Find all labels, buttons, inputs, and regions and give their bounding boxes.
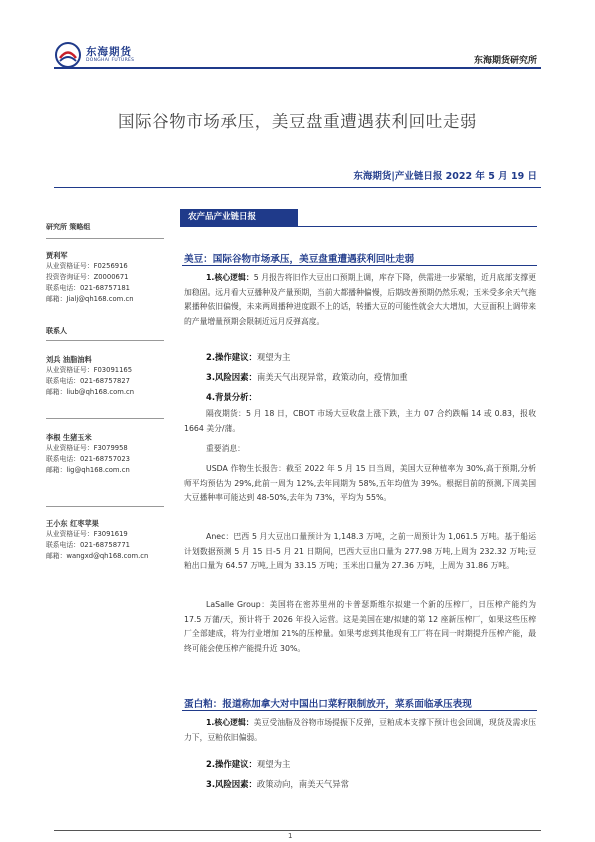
logic-label: 1.核心逻辑： — [206, 273, 254, 282]
section-divider — [180, 226, 537, 227]
analyst-line: 联系电话：021-68757181 — [46, 284, 131, 292]
contact-line: 从业资格证号：F3091619 — [46, 530, 128, 538]
sidebar-divider — [46, 418, 164, 419]
logic-text: 美豆受油脂及谷物市场提振下反弹，豆粕成本支撑下预计也会回调，现货及需求压力下，豆粕依旧偏弱。 — [184, 718, 536, 742]
institute-name: 东海期货研究所 — [473, 56, 537, 66]
meal-headline: 蛋白粕：报道称加拿大对中国出口菜籽限制放开，菜系面临承压表现 — [184, 699, 472, 710]
contact-line: 联系电话：021-68757827 — [46, 377, 131, 385]
soy-headline: 美豆：国际谷物市场承压，美豆盘重遭遇获利回吐走弱 — [184, 254, 415, 265]
analyst-line: 投资咨询证号：Z0000671 — [46, 273, 129, 281]
soy-advice — [206, 351, 290, 363]
soy-news-lasalle: LaSalle Group：美国将在密苏里州的卡普瑟斯维尔拟建一个新的压榨厂，日压榨产能约为 17.5 万蒲/天，预计将于 2026 年投入运营。这是美国在建/拟建的第 12 座新压榨厂，如果这些压榨厂全部建成，将为行业增加 21%的压榨量。如果考虑到其他现有工厂将在同一时期提升压榨产能，最终可能会使压榨产能提升近 30%。 — [184, 600, 536, 653]
contact-name: 李根 生猪玉米 — [46, 433, 92, 442]
contact-email[interactable]: 邮箱：liub@qh168.com.cn — [46, 388, 135, 396]
sidebar-analyst — [46, 250, 164, 305]
contact-email[interactable]: 邮箱：lig@qh168.com.cn — [46, 466, 130, 474]
background-label: 4.背景分析： — [206, 392, 257, 402]
soy-news-label: 重要消息： — [206, 444, 245, 453]
sidebar-contact — [46, 432, 164, 476]
soy-core-logic — [184, 271, 536, 329]
soy-news-usda: USDA 作物生长报告：截至 2022 年 5 月 15 日当周，美国大豆种植率为 30%,高于预期,分析师平均预估为 29%,此前一周为 12%,去年同期为 58%,五年均值为 39%。根据目前的预测,下周美国大豆播种率可能达到 48-50%,去年为 73%，平均为 55%。 — [184, 464, 536, 502]
meal-core-logic — [184, 716, 536, 745]
soy-news-anec: Anec：巴西 5 月大豆出口量预计为 1,148.3 万吨，之前一周预计为 1,061.5 万吨。基于船运计划数据预测 5 月 15 日-5 月 21 日期间，巴西大豆出口量为 277.98 万吨,上周为 232.32 万吨;豆粕出口量为 64.57 万吨,上周为 33.15 万吨；玉米出口量为 27.36 万吨，上周为 31.86 万吨。 — [184, 532, 536, 570]
contact-line: 从业资格证号：F3079958 — [46, 444, 128, 452]
logic-text: 5 月报告将旧作大豆出口预期上调，库存下降，供需进一步紧缩，近月底部支撑更加稳固。远月看大豆播种及产量预期，当前大都播种偏慢，后期改善预期仍然乐观；玉米受多余天气拖累播种依旧偏慢，未来两周播种进度跟不上的话，转播大豆的可能性就会大大增加，大豆面积上调带来的产量增量预期会限制近远月反弹高度。 — [184, 273, 537, 326]
risk-label: 3.风险因素： — [206, 779, 257, 789]
sidebar-divider — [46, 506, 164, 507]
donghai-logo-icon — [54, 41, 82, 69]
soy-background — [206, 391, 257, 403]
risk-label: 3.风险因素： — [206, 372, 257, 382]
logo-chinese: 东海期货 — [86, 45, 132, 58]
advice-label: 2.操作建议： — [206, 759, 257, 769]
logic-label: 1.核心逻辑： — [206, 718, 254, 727]
footer-divider — [54, 830, 541, 831]
advice-text: 观望为主 — [256, 352, 291, 362]
sidebar-divider — [46, 340, 164, 341]
contact-name: 王小东 红枣苹果 — [46, 519, 99, 528]
soy-background-text: 隔夜期货：5 月 18 日，CBOT 市场大豆收盘上涨下跌，主力 07 合约跌幅 14 或 0.83，报收 1664 美分/蒲。 — [184, 409, 536, 433]
analyst-email[interactable]: 邮箱：Jialj@qh168.com.cn — [46, 295, 134, 303]
headline-underline — [182, 710, 537, 711]
header-divider — [54, 67, 541, 69]
soy-risk — [206, 371, 408, 383]
analyst-name: 贾利军 — [46, 251, 68, 260]
contact-line: 从业资格证号：F03091165 — [46, 366, 133, 374]
sidebar-divider — [46, 238, 164, 239]
report-date-line: 东海期货|产业链日报 2022 年 5 月 19 日 — [353, 171, 537, 182]
meal-advice — [206, 758, 290, 770]
date-divider — [54, 187, 541, 188]
risk-text: 政策动向，南美天气异常 — [256, 779, 350, 789]
risk-text: 南美天气出现异常，政策动向，疫情加重 — [256, 372, 408, 382]
page-number: 1 — [288, 832, 293, 840]
sidebar-contact — [46, 354, 164, 398]
contact-name: 刘兵 油脂油料 — [46, 355, 92, 364]
contacts-label: 联系人 — [46, 327, 67, 335]
headline-underline — [182, 265, 537, 266]
contact-line: 联系电话：021-68758771 — [46, 541, 131, 549]
contact-line: 联系电话：021-68757023 — [46, 455, 131, 463]
logo-english: DONGHAI FUTURES — [86, 58, 135, 63]
meal-risk — [206, 778, 349, 790]
advice-text: 观望为主 — [256, 759, 291, 769]
section-tag: 农产品产业链日报 — [180, 209, 298, 226]
company-logo — [54, 41, 134, 69]
sidebar-contact — [46, 518, 164, 562]
document-title: 国际谷物市场承压，美豆盘重遭遇获利回吐走弱 — [117, 112, 478, 131]
analyst-line: 从业资格证号：F0256916 — [46, 262, 128, 270]
advice-label: 2.操作建议： — [206, 352, 257, 362]
contact-email[interactable]: 邮箱：wangxd@qh168.com.cn — [46, 552, 149, 560]
sidebar-dept: 研究所 策略组 — [46, 223, 91, 231]
